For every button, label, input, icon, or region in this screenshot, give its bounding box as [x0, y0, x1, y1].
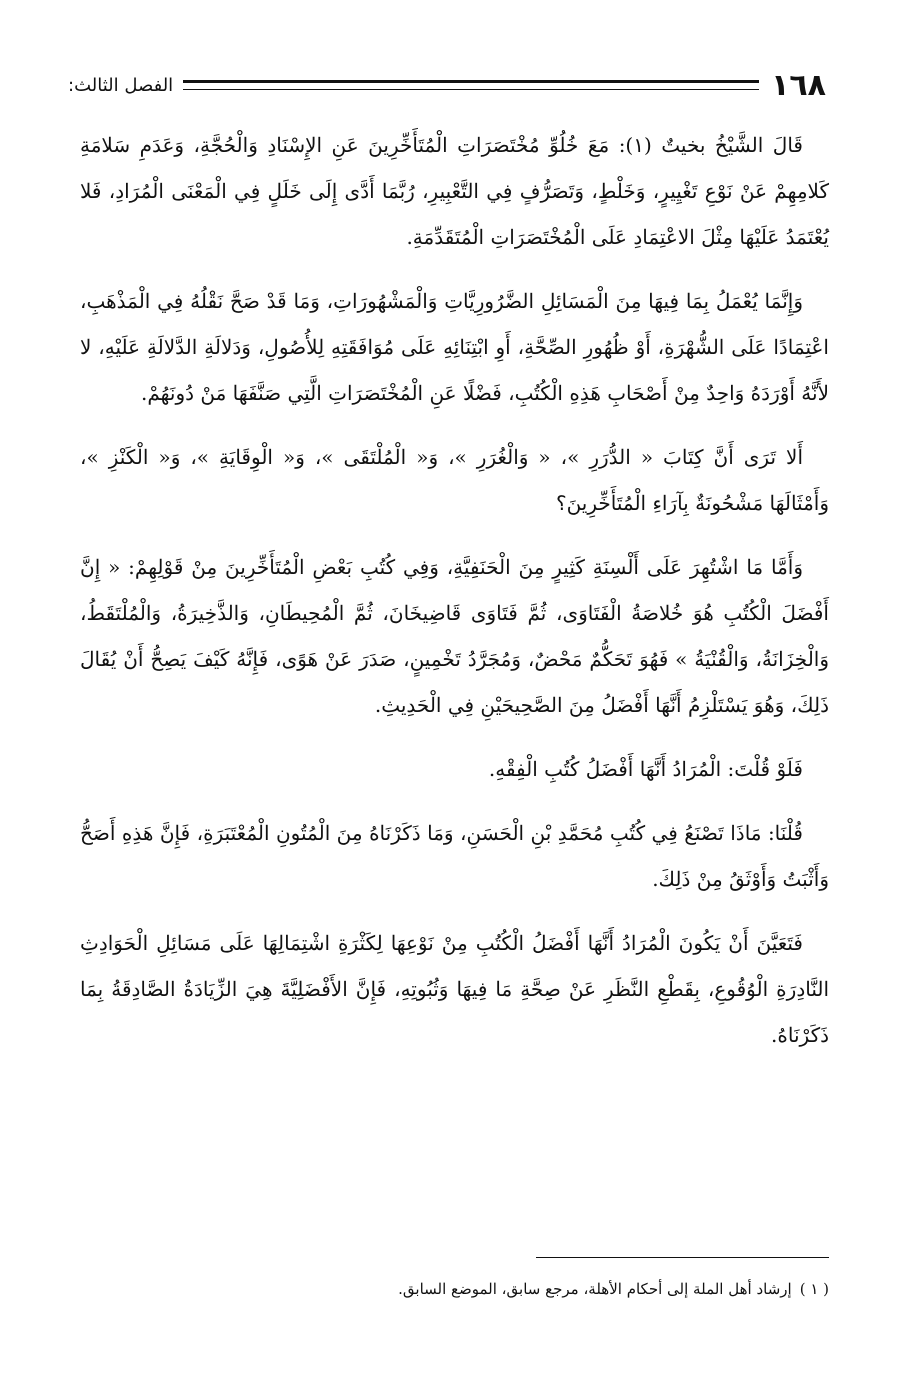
paragraph-3: أَلا تَرَى أَنَّ كِتَابَ « الدُّرَرِ »، « وَالْغُرَرِ »، وَ« الْمُلْتَقَى »، وَ« الْوِقَايَةِ »، وَ« الْكَنْزِ »، وَأَمْثَالَهَا مَشْحُونَةٌ بِآرَاءِ الْمُتَأَخِّرِينَ؟ [80, 445, 829, 515]
header-rule [183, 80, 759, 90]
paragraph-5: فَلَوْ قُلْتَ: الْمُرَادُ أَنَّهَا أَفْضَلُ كُتُبِ الْفِقْهِ. [488, 757, 803, 781]
paragraph-1: قَالَ الشَّيْخُ بخيتٌ (١): مَعَ خُلُوِّ مُخْتَصَرَاتِ الْمُتَأَخِّرِينَ عَنِ الإِسْنَادِ وَالْحُجَّةِ، وَعَدَمِ سَلامَةِ كَلامِهِمْ عَنْ نَوْعِ تَغْيِيرٍ، وَخَلْطٍ، وَتَصَرُّفٍ فِي التَّعْبِيرِ، رُبَّمَا أَدَّى إِلَى خَلَلٍ فِي الْمَعْنَى الْمُرَادِ، فَلا يُعْتَمَدُ عَلَيْهَا مِثْلَ الاعْتِمَادِ عَلَى الْمُخْتَصَرَاتِ الْمُتَقَدِّمَةِ. [80, 133, 829, 249]
paragraph-2: وَإِنَّمَا يُعْمَلُ بِمَا فِيهَا مِنَ الْمَسَائِلِ الضَّرُورِيَّاتِ وَالْمَشْهُورَاتِ، وَمَا قَدْ صَحَّ نَقْلُهُ فِي الْمَذْهَبِ، اعْتِمَادًا عَلَى الشُّهْرَةِ، أَوْ ظُهُورِ الصِّحَّةِ، أَوِ ابْتِنَائِهِ عَلَى مُوَافَقَتِهِ لِلأُصُولِ، وَدَلالَةِ الدَّلالَةِ عَلَيْهِ، لا لأَنَّهُ أَوْرَدَهُ وَاحِدٌ مِنْ أَصْحَابِ هَذِهِ الْكُتُبِ، فَضْلًا عَنِ الْمُخْتَصَرَاتِ الَّتِي صَنَّفَهَا مَنْ دُونَهُمْ. [80, 289, 829, 405]
footnote-separator [536, 1257, 829, 1258]
chapter-title: الفصل الثالث: [68, 74, 174, 96]
body-text [80, 122, 829, 1076]
paragraph-6: قُلْنَا: مَاذَا تَصْنَعُ فِي كُتُبِ مُحَمَّدِ بْنِ الْحَسَنِ، وَمَا ذَكَرْنَاهُ مِنَ الْمُتُونِ الْمُعْتَبَرَةِ، فَإِنَّ هَذِهِ أَصَحُّ وَأَثْبَتُ وَأَوْثَقُ مِنْ ذَلِكَ. [80, 821, 829, 891]
page-header [68, 60, 826, 110]
paragraph-4: وَأَمَّا مَا اشْتُهِرَ عَلَى أَلْسِنَةِ كَثِيرٍ مِنَ الْحَنَفِيَّةِ، وَفِي كُتُبِ بَعْضِ الْمُتَأَخِّرِينَ مِنْ قَوْلِهِمْ: « إِنَّ أَفْضَلَ الْكُتُبِ هُوَ خُلاصَةُ الْفَتَاوَى، ثُمَّ فَتَاوَى قَاضِيخَانَ، ثُمَّ الْمُحِيطَانِ، وَالذَّخِيرَةُ، وَالْمُلْتَقَطُ، وَالْخِزَانَةُ، وَالْقُنْيَةُ » فَهُوَ تَحَكُّمٌ مَحْضٌ، وَمُجَرَّدُ تَخْمِينٍ، صَدَرَ عَنْ هَوًى، فَإِنَّهُ كَيْفَ يَصِحُّ أَنْ يُقَالَ ذَلِكَ، وَهُوَ يَسْتَلْزِمُ أَنَّهَا أَفْضَلُ مِنَ الصَّحِيحَيْنِ فِي الْحَدِيثِ. [80, 555, 829, 717]
footnote-text: إرشاد أهل الملة إلى أحكام الأهلة، مرجع سابق، الموضع السابق. [398, 1280, 792, 1298]
footnote [80, 1275, 829, 1303]
footnote-number: ( ١ ) [799, 1280, 829, 1298]
page-number: ١٦٨ [771, 67, 826, 103]
paragraph-7: فَتَعَيَّنَ أَنْ يَكُونَ الْمُرَادُ أَنَّهَا أَفْضَلُ الْكُتُبِ مِنْ نَوْعِهَا لِكَثْرَةِ اشْتِمَالِهَا عَلَى مَسَائِلِ الْحَوَادِثِ النَّادِرَةِ الْوُقُوعِ، بِقَطْعِ النَّظَرِ عَنْ صِحَّةِ مَا فِيهَا وَثُبُوتِهِ، فَإِنَّ الأَفْضَلِيَّةَ هِيَ الزِّيَادَةُ الصَّادِقَةُ بِمَا ذَكَرْنَاهُ. [80, 931, 829, 1047]
